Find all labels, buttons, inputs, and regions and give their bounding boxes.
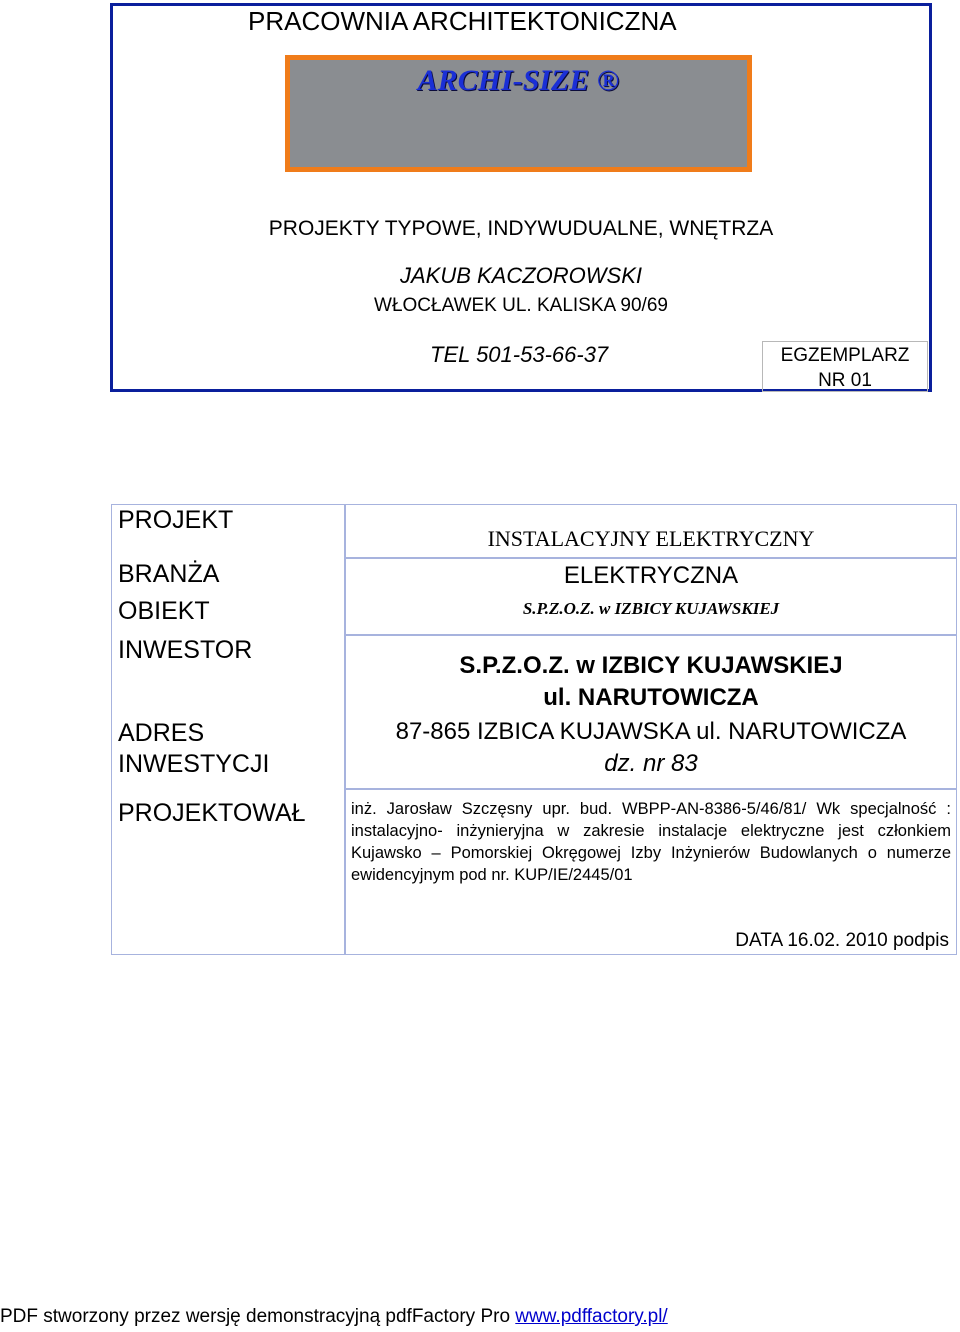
- value-adres-line2: dz. nr 83: [604, 750, 698, 777]
- value-obiekt: S.P.Z.O.Z. w IZBICY KUJAWSKIEJ: [522, 599, 780, 618]
- label-adres-inwestycji: [118, 718, 269, 780]
- owner-name: JAKUB KACZOROWSKI: [399, 263, 643, 288]
- footer-text: PDF stworzony przez wersję demonstracyjną pdfFactory Pro: [0, 1306, 516, 1327]
- label-branza: BRANŻA: [118, 560, 220, 588]
- value-projekt: INSTALACYJNY ELEKTRYCZNY: [487, 526, 815, 551]
- studio-address: WŁOCŁAWEK UL. KALISKA 90/69: [374, 295, 668, 316]
- value-branza: ELEKTRYCZNA: [563, 562, 739, 589]
- label-adres-line2: INWESTYCJI: [118, 750, 270, 778]
- designer-credentials: inż. Jarosław Szczęsny upr. bud. WBPP-AN-8386-5/46/81/ Wk specjalność : instalacyjno- inżynieryjna w zakresie instalacje elektryczne jest członkiem Kujawsko – Pomorskiej Okręgowej Izby Inżynierów Budowlanych o numerze ewidencyjnym pod nr. KUP/IE/2445/01: [351, 800, 951, 884]
- services-line: PROJEKTY TYPOWE, INDYWUDUALNE, WNĘTRZA: [268, 217, 774, 240]
- brand-name: ARCHI-SIZE ®: [417, 64, 620, 97]
- copy-number: NR 01: [818, 370, 872, 391]
- value-inwestor-line1: S.P.Z.O.Z. w IZBICY KUJAWSKIEJ: [459, 652, 843, 679]
- value-inwestor-line2: ul. NARUTOWICZA: [543, 684, 759, 711]
- copy-label: EGZEMPLARZ: [780, 345, 910, 366]
- date-signature: DATA 16.02. 2010 podpis: [735, 930, 949, 951]
- label-projekt: PROJEKT: [118, 506, 234, 534]
- label-adres-line1: ADRES: [118, 719, 205, 747]
- pdf-footer: [0, 1306, 668, 1328]
- copy-number-box: [762, 341, 928, 392]
- label-inwestor: INWESTOR: [118, 636, 253, 664]
- phone-number: TEL 501-53-66-37: [430, 342, 609, 367]
- footer-link[interactable]: www.pdffactory.pl/: [515, 1306, 668, 1327]
- value-adres-line1: 87-865 IZBICA KUJAWSKA ul. NARUTOWICZA: [395, 718, 907, 745]
- label-obiekt: OBIEKT: [118, 597, 210, 625]
- label-projektowal: PROJEKTOWAŁ: [118, 799, 306, 827]
- studio-name: PRACOWNIA ARCHITEKTONICZNA: [248, 6, 677, 36]
